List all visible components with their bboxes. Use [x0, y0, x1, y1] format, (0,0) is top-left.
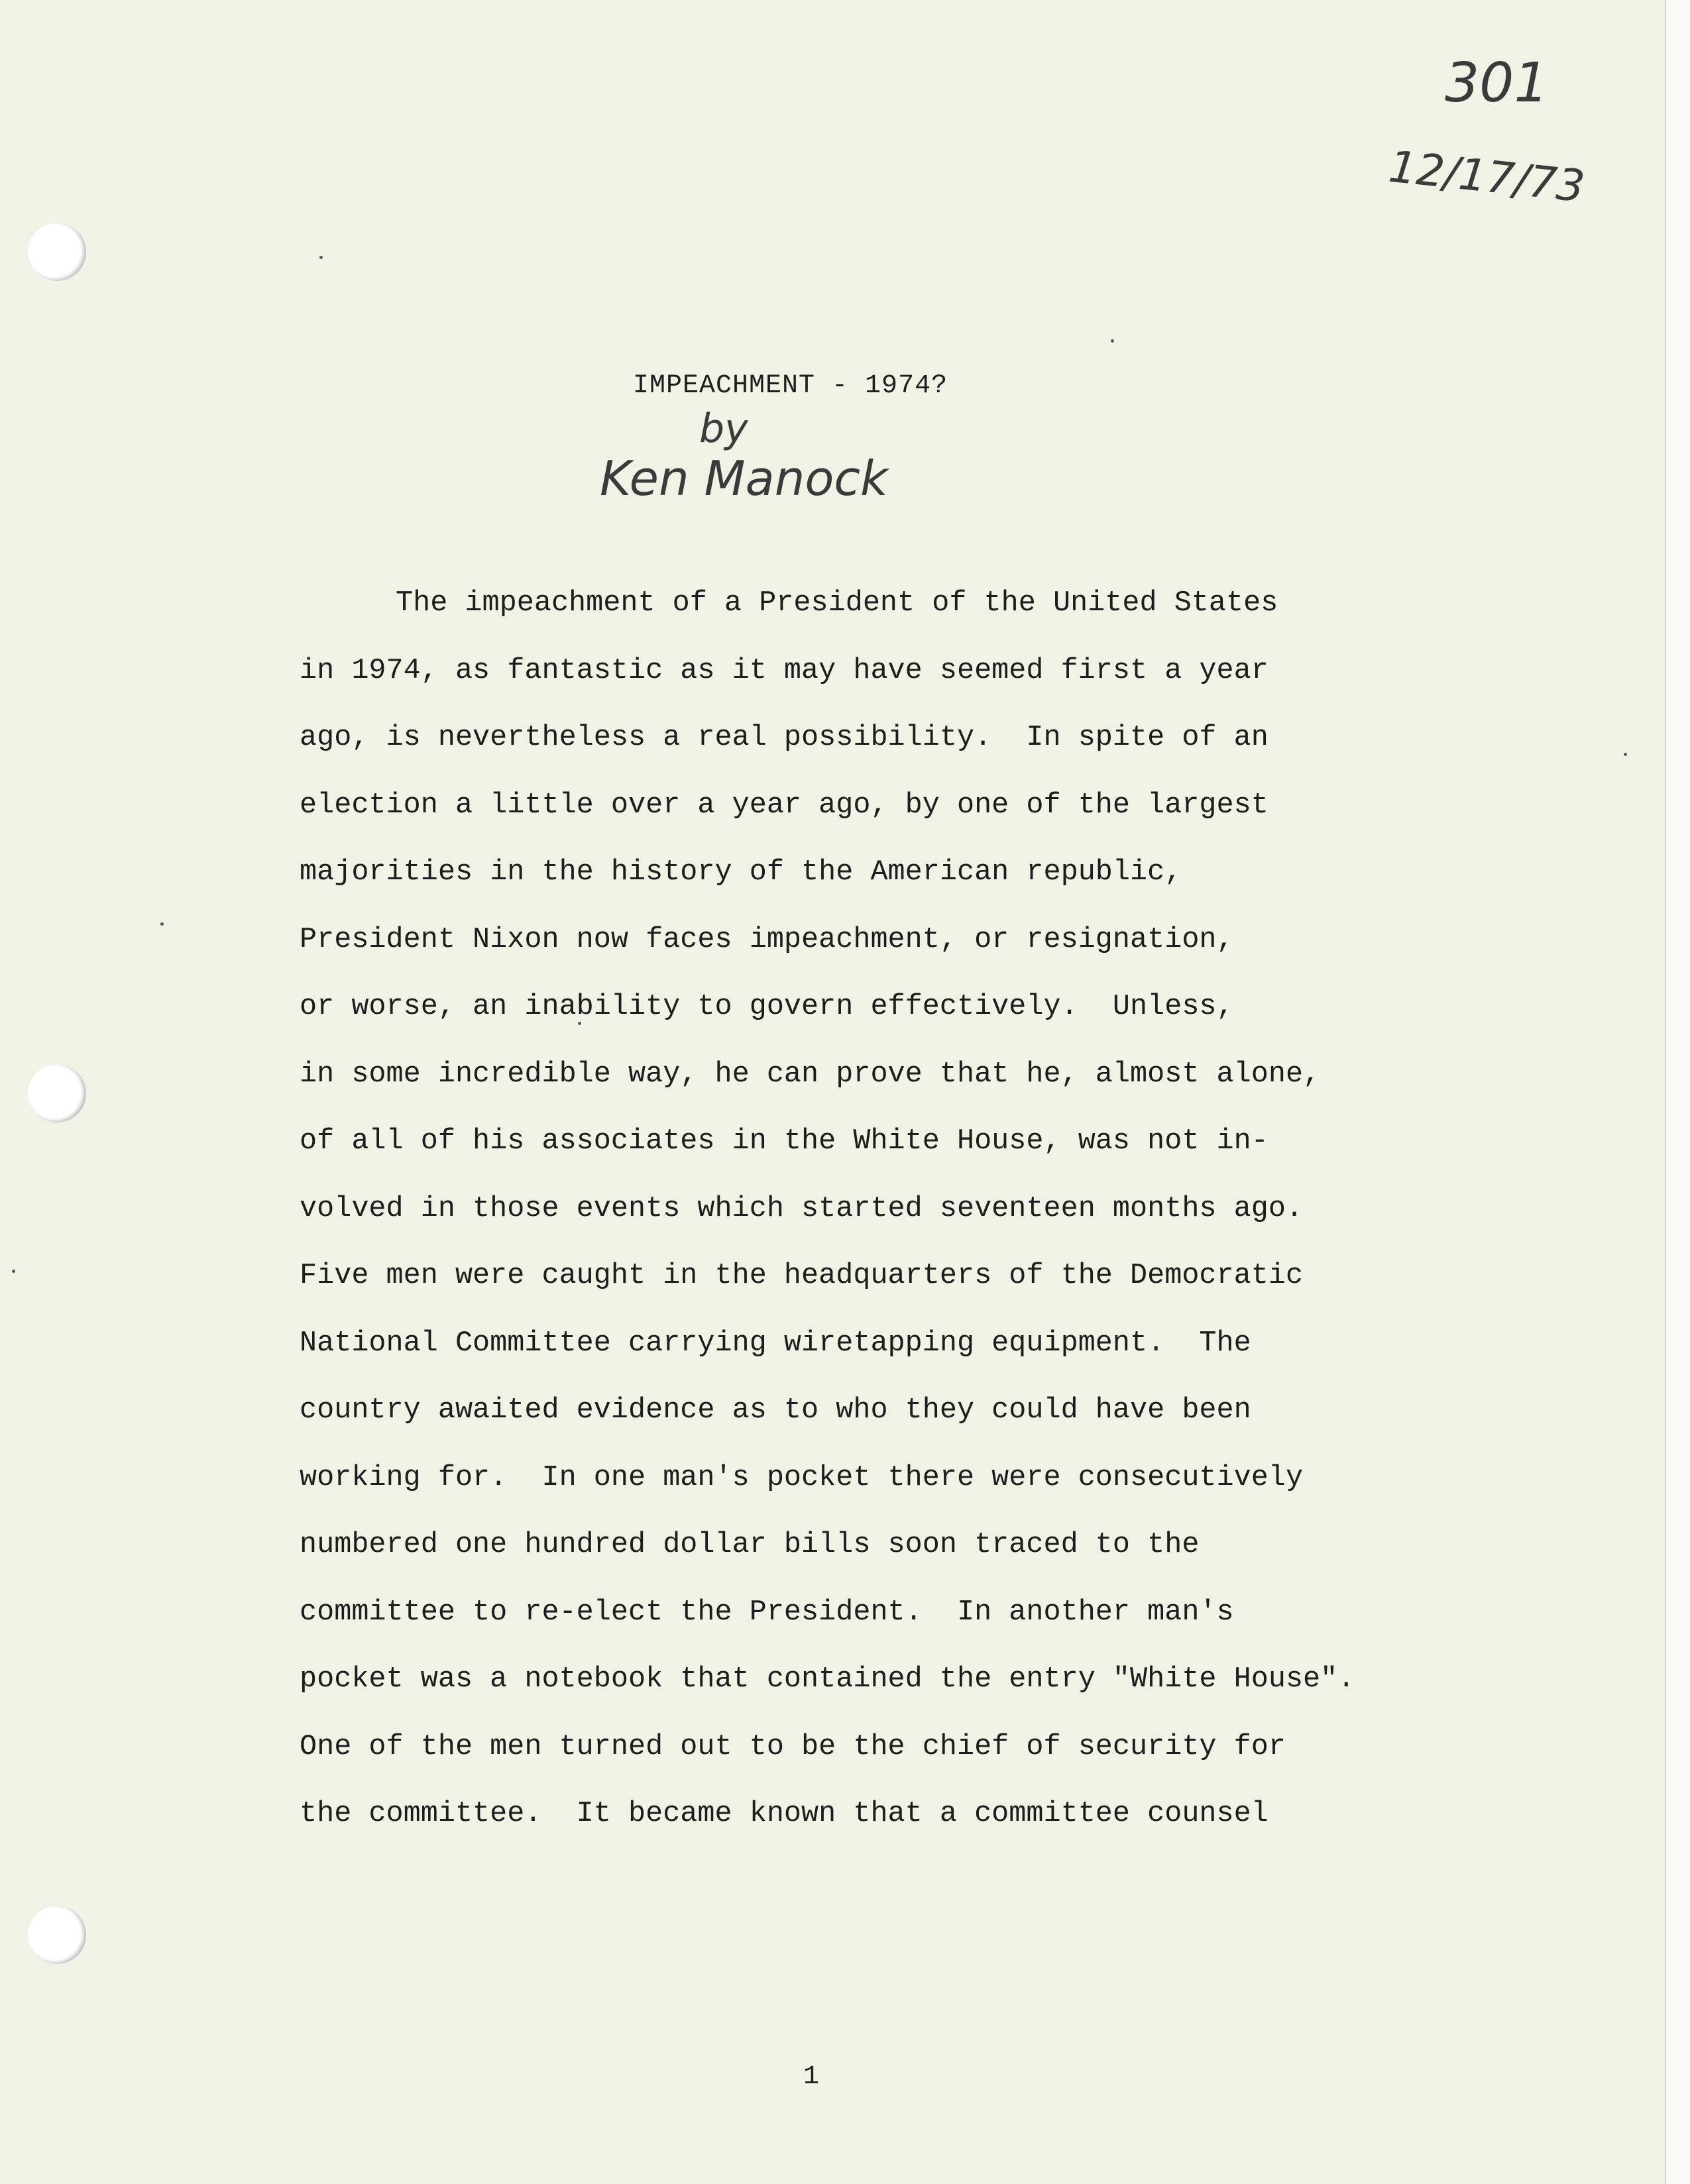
- handwritten-page-reference: 301: [1445, 52, 1549, 115]
- body-line: of all of his associates in the White House, was not in-: [300, 1125, 1268, 1158]
- punch-hole-middle: [28, 1064, 86, 1122]
- body-line: The impeachment of a President of the United States: [396, 587, 1278, 620]
- body-line: working for. In one man's pocket there were consecutively: [300, 1461, 1304, 1494]
- body-line: pocket was a notebook that contained the entry "White House".: [300, 1663, 1355, 1696]
- paper-speck: [12, 1270, 15, 1273]
- paper-speck: [1111, 339, 1114, 343]
- body-line: majorities in the history of the American republic,: [300, 856, 1182, 889]
- body-line: National Committee carrying wiretapping equipment. The: [300, 1327, 1251, 1360]
- page-edge-strip: [1665, 0, 1690, 2184]
- paper-speck: [319, 256, 323, 259]
- document-title: IMPEACHMENT - 1974?: [633, 371, 948, 401]
- body-line: or worse, an inability to govern effectively. Unless,: [300, 991, 1234, 1023]
- handwritten-by: by: [699, 406, 748, 452]
- body-line: One of the men turned out to be the chief of security for: [300, 1730, 1286, 1763]
- body-line: country awaited evidence as to who they could have been: [300, 1394, 1251, 1427]
- document-body: [300, 570, 1532, 1848]
- paper-speck: [160, 922, 164, 926]
- punch-hole-top: [28, 223, 86, 281]
- body-line: numbered one hundred dollar bills soon traced to the: [300, 1529, 1200, 1561]
- paper-speck: [1624, 753, 1627, 756]
- handwritten-date: 12/17/73: [1386, 140, 1587, 213]
- handwritten-author: Ken Manock: [600, 451, 888, 506]
- body-line: Five men were caught in the headquarters of the Democratic: [300, 1260, 1304, 1292]
- body-line: the committee. It became known that a committee counsel: [300, 1798, 1268, 1830]
- body-line: in some incredible way, he can prove that he, almost alone,: [300, 1058, 1321, 1091]
- body-line: President Nixon now faces impeachment, or resignation,: [300, 923, 1234, 956]
- body-line: election a little over a year ago, by one of the largest: [300, 789, 1268, 822]
- page-number: 1: [803, 2062, 820, 2092]
- punch-hole-bottom: [28, 1906, 86, 1964]
- body-line: volved in those events which started seventeen months ago.: [300, 1192, 1304, 1225]
- body-line: in 1974, as fantastic as it may have seemed first a year: [300, 654, 1268, 687]
- body-line: committee to re-elect the President. In another man's: [300, 1596, 1234, 1629]
- body-line: ago, is nevertheless a real possibility. In spite of an: [300, 722, 1268, 754]
